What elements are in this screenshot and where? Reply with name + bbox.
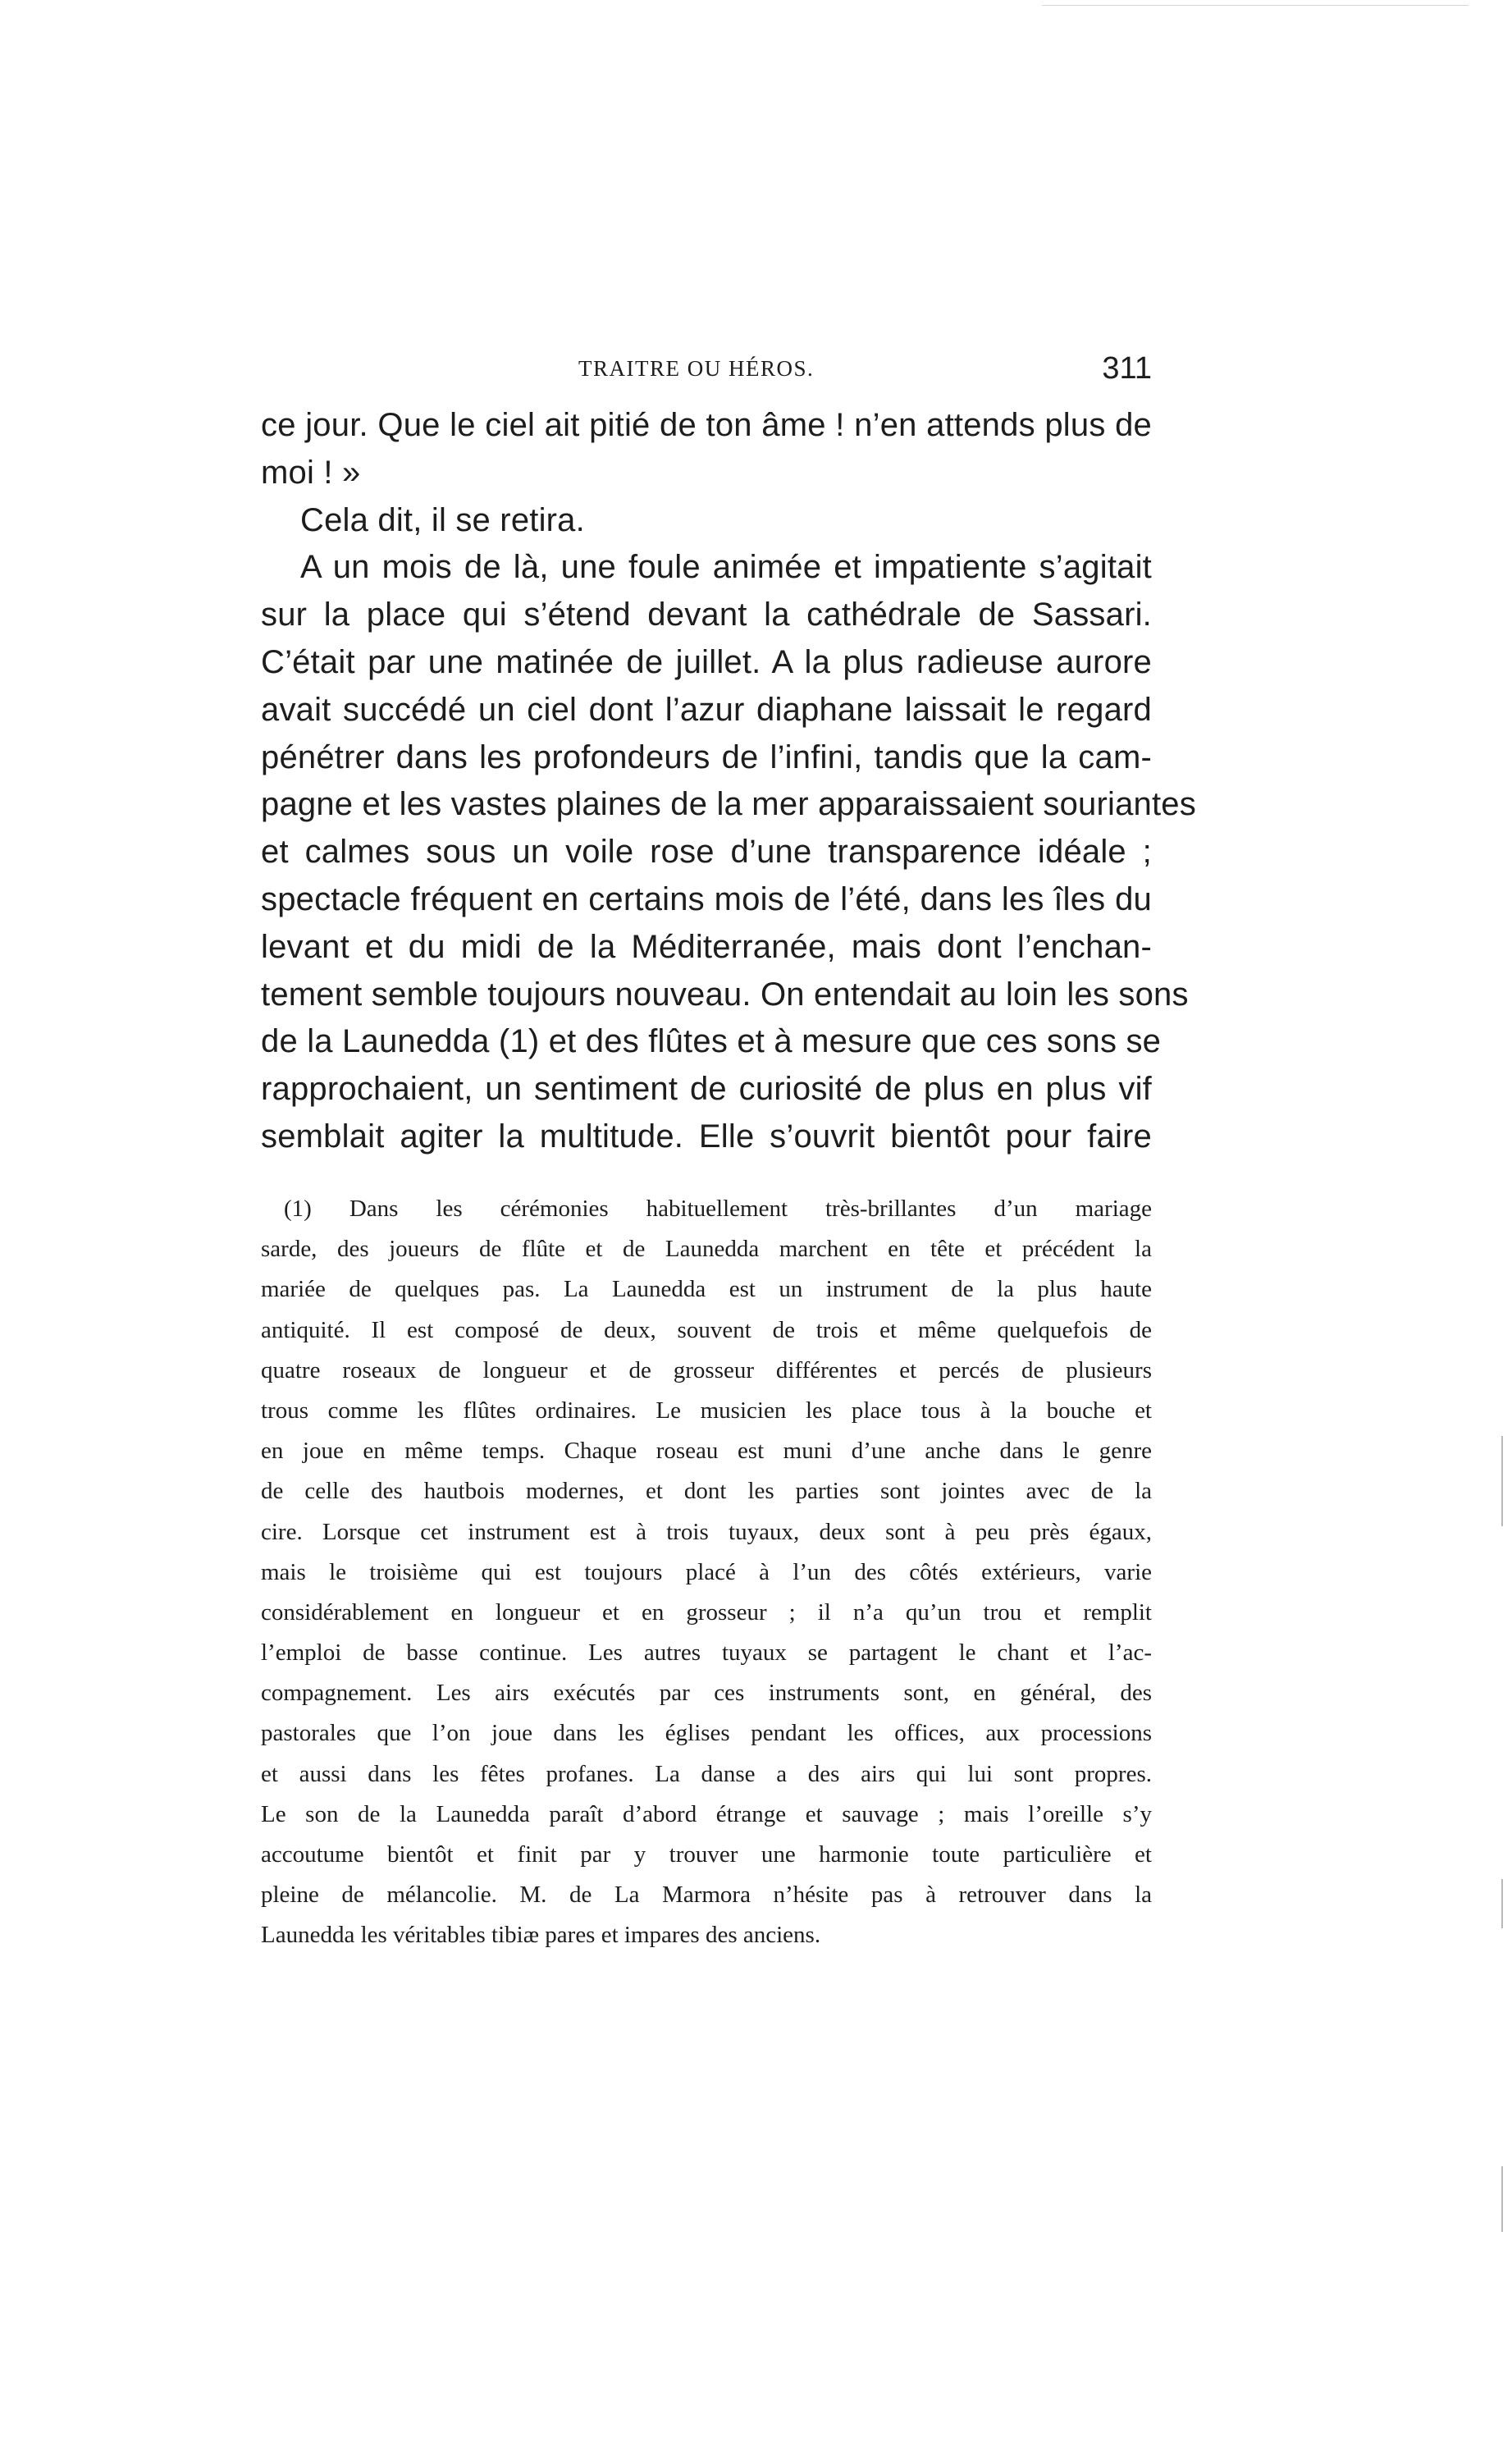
footnote-line: sarde, des joueurs de flûte et de Launedda marchent en tête et précédent la xyxy=(261,1236,1152,1263)
footnote-line: quatre roseaux de longueur et de grosseur différentes et percés de plusieurs xyxy=(261,1356,1152,1383)
text-line: ce jour. Que le ciel ait pitié de ton âme ! n’en attends plus de xyxy=(261,407,1152,443)
scan-artifact xyxy=(1501,1879,1503,1928)
scan-artifact xyxy=(1501,2166,1503,2232)
footnote-line: cire. Lorsque cet instrument est à trois tuyaux, deux sont à peu près égaux, xyxy=(261,1518,1152,1545)
text-line: avait succédé un ciel dont l’azur diaphane laissait le regard xyxy=(261,691,1152,728)
page-number: 311 xyxy=(1102,351,1152,386)
text-line: et calmes sous un voile rose d’une transparence idéale ; xyxy=(261,834,1152,871)
footnote-line: l’emploi de basse continue. Les autres tuyaux se partagent le chant et l’ac- xyxy=(261,1639,1152,1667)
text-line: sur la place qui s’étend devant la cathédrale de Sassari. xyxy=(261,597,1152,633)
scan-artifact xyxy=(1501,1436,1503,1526)
text-line: pagne et les vastes plaines de la mer apparaissaient souriantes xyxy=(261,786,1196,823)
text-line: pénétrer dans les profondeurs de l’infini, tandis que la cam- xyxy=(261,739,1152,775)
footnote-line: compagnement. Les airs exécutés par ces instruments sont, en général, des xyxy=(261,1680,1152,1707)
footnote-line: Launedda les véritables tibiæ pares et impares des anciens. xyxy=(261,1922,821,1949)
text-line: levant et du midi de la Méditerranée, mais dont l’enchan- xyxy=(261,928,1152,965)
footnote-line: de celle des hautbois modernes, et dont les parties sont jointes avec de la xyxy=(261,1478,1152,1505)
main-text xyxy=(261,402,1196,1161)
text-line: spectacle fréquent en certains mois de l’été, dans les îles du xyxy=(261,880,1152,917)
scan-artifact xyxy=(1042,5,1469,6)
text-line: tement semble toujours nouveau. On entendait au loin les sons xyxy=(261,976,1189,1013)
text-line: Cela dit, il se retira. xyxy=(300,501,585,538)
footnote-line: considérablement en longueur et en grosseur ; il n’a qu’un trou et remplit xyxy=(261,1598,1152,1626)
footnote-line: en joue en même temps. Chaque roseau est muni d’une anche dans le genre xyxy=(261,1438,1152,1465)
footnote-line: mais le troisième qui est toujours placé à l’un des côtés extérieurs, varie xyxy=(261,1558,1152,1585)
footnote-line: mariée de quelques pas. La Launedda est un instrument de la plus haute xyxy=(261,1276,1152,1303)
running-header xyxy=(261,351,1152,389)
text-line: C’était par une matinée de juillet. A la plus radieuse aurore xyxy=(261,643,1152,680)
footnote-line: (1) Dans les cérémonies habituellement très-brillantes d’un mariage xyxy=(284,1196,1152,1222)
text-line: A un mois de là, une foule animée et impatiente s’agitait xyxy=(300,549,1152,586)
footnote-line: accoutume bientôt et finit par y trouver une harmonie toute particulière et xyxy=(261,1841,1152,1868)
text-line: de la Launedda (1) et des flûtes et à mesure que ces sons se xyxy=(261,1023,1162,1060)
text-line: rapprochaient, un sentiment de curiosité de plus en plus vif xyxy=(261,1071,1152,1108)
footnote-line: trous comme les flûtes ordinaires. Le musicien les place tous à la bouche et xyxy=(261,1397,1152,1424)
footnote-line: pastorales que l’on joue dans les églises pendant les offices, aux processions xyxy=(261,1720,1152,1747)
footnote-line: antiquité. Il est composé de deux, souvent de trois et même quelquefois de xyxy=(261,1316,1152,1343)
running-title: TRAITRE OU HÉROS. xyxy=(578,356,815,381)
text-line: semblait agiter la multitude. Elle s’ouvrit bientôt pour faire xyxy=(261,1118,1152,1155)
footnote-line: et aussi dans les fêtes profanes. La danse a des airs qui lui sont propres. xyxy=(261,1760,1152,1787)
footnote-line: pleine de mélancolie. M. de La Marmora n’hésite pas à retrouver dans la xyxy=(261,1882,1152,1909)
text-line: moi ! » xyxy=(261,454,361,491)
footnote-line: Le son de la Launedda paraît d’abord étrange et sauvage ; mais l’oreille s’y xyxy=(261,1800,1152,1827)
footnote xyxy=(261,1189,1152,1956)
